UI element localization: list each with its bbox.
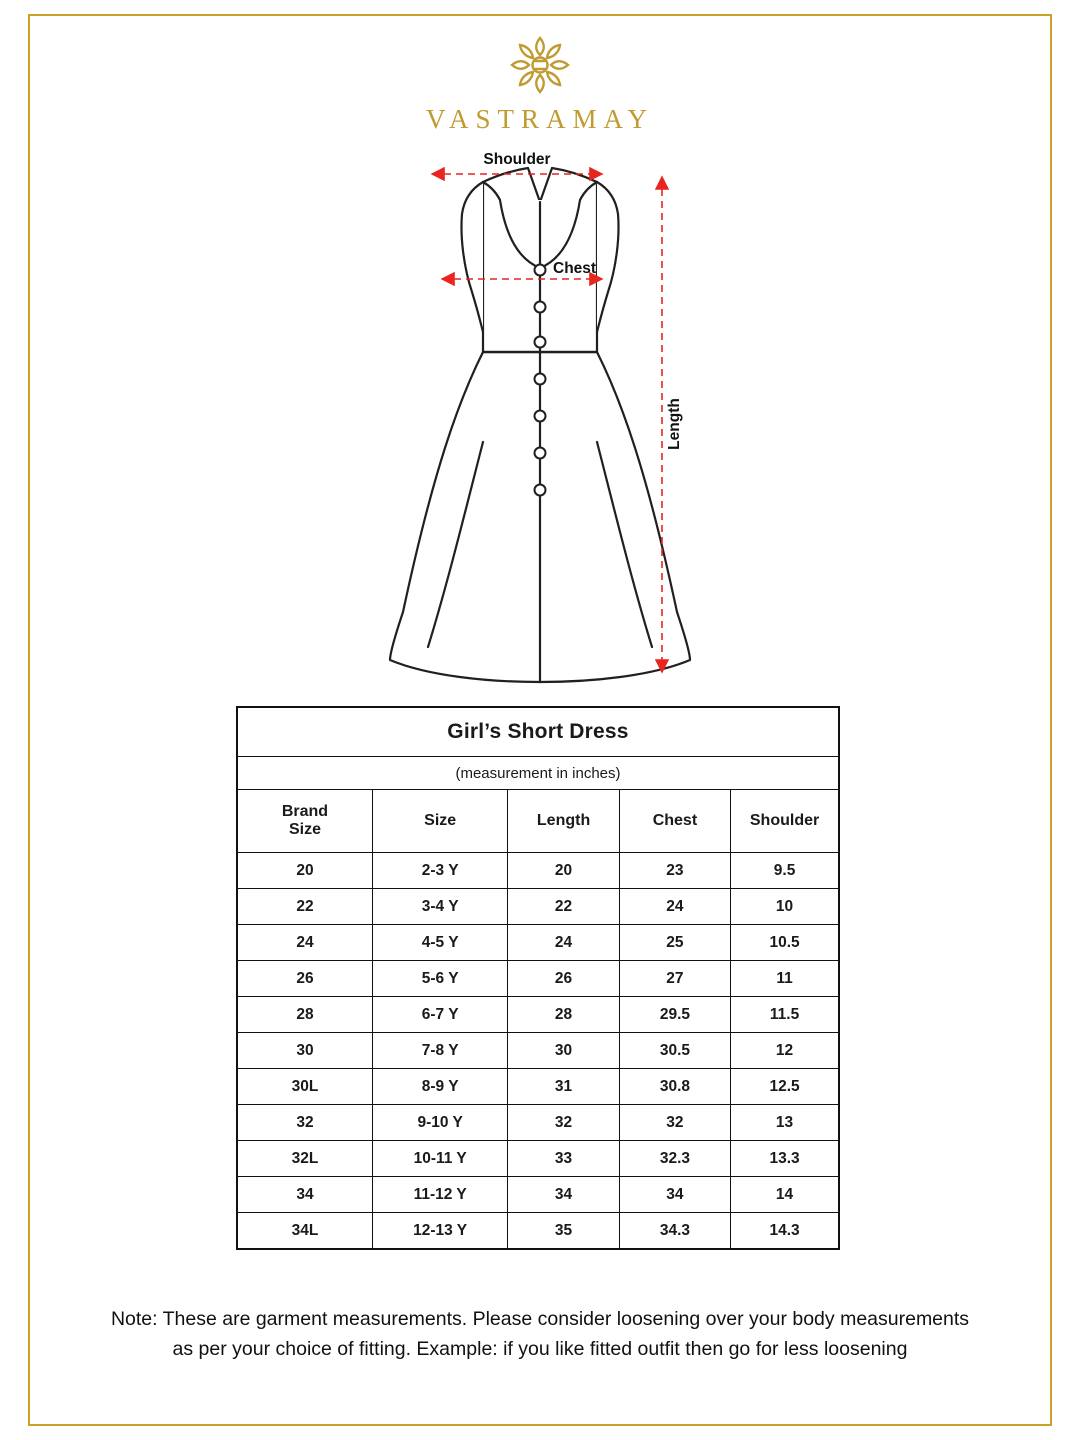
cell-shoulder: 10 <box>731 889 839 925</box>
cell-length: 24 <box>508 925 619 961</box>
table-row <box>237 997 839 1033</box>
table-row <box>237 1069 839 1105</box>
table-subtitle: (measurement in inches) <box>237 757 839 790</box>
cell-size: 4-5 Y <box>372 925 507 961</box>
cell-size: 11-12 Y <box>372 1177 507 1213</box>
cell-length: 26 <box>508 961 619 997</box>
column-header-length: Length <box>508 790 619 853</box>
cell-brand-size: 32 <box>237 1105 372 1141</box>
brand-header <box>28 30 1052 135</box>
cell-length: 33 <box>508 1141 619 1177</box>
cell-brand-size: 30L <box>237 1069 372 1105</box>
label-chest: Chest <box>553 260 597 277</box>
cell-brand-size: 30 <box>237 1033 372 1069</box>
dress-diagram-svg <box>28 142 1052 702</box>
cell-length: 34 <box>508 1177 619 1213</box>
table-row <box>237 1177 839 1213</box>
cell-shoulder: 14.3 <box>731 1213 839 1250</box>
cell-size: 12-13 Y <box>372 1213 507 1250</box>
column-header-size: Size <box>372 790 507 853</box>
cell-chest: 30.8 <box>619 1069 730 1105</box>
table-row <box>237 1141 839 1177</box>
column-header-brand-size-line1: Brand <box>281 802 329 820</box>
cell-chest: 27 <box>619 961 730 997</box>
cell-length: 35 <box>508 1213 619 1250</box>
footer-note-line2: as per your choice of fitting. Example: if you like fitted outfit then go for less loosening <box>172 1338 908 1361</box>
cell-chest: 30.5 <box>619 1033 730 1069</box>
table-row <box>237 889 839 925</box>
cell-shoulder: 9.5 <box>731 853 839 889</box>
cell-shoulder: 11.5 <box>731 997 839 1033</box>
cell-shoulder: 11 <box>731 961 839 997</box>
footer-note <box>28 1304 1052 1364</box>
cell-size: 5-6 Y <box>372 961 507 997</box>
footer-note-line1: Note: These are garment measurements. Please consider loosening over your body measurements <box>110 1308 970 1330</box>
size-table-wrap <box>236 706 840 1250</box>
brand-name: VASTRAMAY <box>425 104 655 134</box>
cell-size: 6-7 Y <box>372 997 507 1033</box>
cell-shoulder: 10.5 <box>731 925 839 961</box>
label-length: Length <box>666 398 683 450</box>
brand-logo-icon <box>497 30 583 100</box>
table-subtitle-row <box>237 757 839 790</box>
cell-shoulder: 13 <box>731 1105 839 1141</box>
cell-brand-size: 26 <box>237 961 372 997</box>
column-header-shoulder: Shoulder <box>731 790 839 853</box>
column-header-chest: Chest <box>619 790 730 853</box>
cell-size: 7-8 Y <box>372 1033 507 1069</box>
cell-shoulder: 13.3 <box>731 1141 839 1177</box>
cell-chest: 32 <box>619 1105 730 1141</box>
cell-length: 22 <box>508 889 619 925</box>
cell-length: 31 <box>508 1069 619 1105</box>
cell-chest: 25 <box>619 925 730 961</box>
cell-length: 30 <box>508 1033 619 1069</box>
table-header-row <box>237 790 839 853</box>
cell-brand-size: 22 <box>237 889 372 925</box>
table-row <box>237 1213 839 1250</box>
cell-size: 10-11 Y <box>372 1141 507 1177</box>
cell-length: 28 <box>508 997 619 1033</box>
cell-chest: 24 <box>619 889 730 925</box>
table-row <box>237 1033 839 1069</box>
column-header-brand-size-line2: Size <box>288 821 321 838</box>
cell-shoulder: 12.5 <box>731 1069 839 1105</box>
table-row <box>237 925 839 961</box>
cell-brand-size: 20 <box>237 853 372 889</box>
cell-length: 20 <box>508 853 619 889</box>
cell-brand-size: 32L <box>237 1141 372 1177</box>
cell-chest: 29.5 <box>619 997 730 1033</box>
cell-chest: 34 <box>619 1177 730 1213</box>
cell-shoulder: 14 <box>731 1177 839 1213</box>
column-header-brand-size <box>237 790 372 853</box>
cell-brand-size: 34L <box>237 1213 372 1250</box>
cell-brand-size: 28 <box>237 997 372 1033</box>
cell-size: 9-10 Y <box>372 1105 507 1141</box>
cell-chest: 32.3 <box>619 1141 730 1177</box>
size-chart-document <box>28 14 1052 1426</box>
cell-size: 8-9 Y <box>372 1069 507 1105</box>
cell-size: 3-4 Y <box>372 889 507 925</box>
cell-size: 2-3 Y <box>372 853 507 889</box>
dress-illustration <box>28 142 1052 702</box>
cell-chest: 34.3 <box>619 1213 730 1250</box>
table-title: Girl’s Short Dress <box>237 707 839 757</box>
size-table <box>236 706 840 1250</box>
cell-chest: 23 <box>619 853 730 889</box>
cell-brand-size: 34 <box>237 1177 372 1213</box>
cell-brand-size: 24 <box>237 925 372 961</box>
table-title-row <box>237 707 839 757</box>
cell-length: 32 <box>508 1105 619 1141</box>
label-shoulder: Shoulder <box>483 151 551 168</box>
table-row <box>237 1105 839 1141</box>
cell-shoulder: 12 <box>731 1033 839 1069</box>
table-row <box>237 853 839 889</box>
table-row <box>237 961 839 997</box>
